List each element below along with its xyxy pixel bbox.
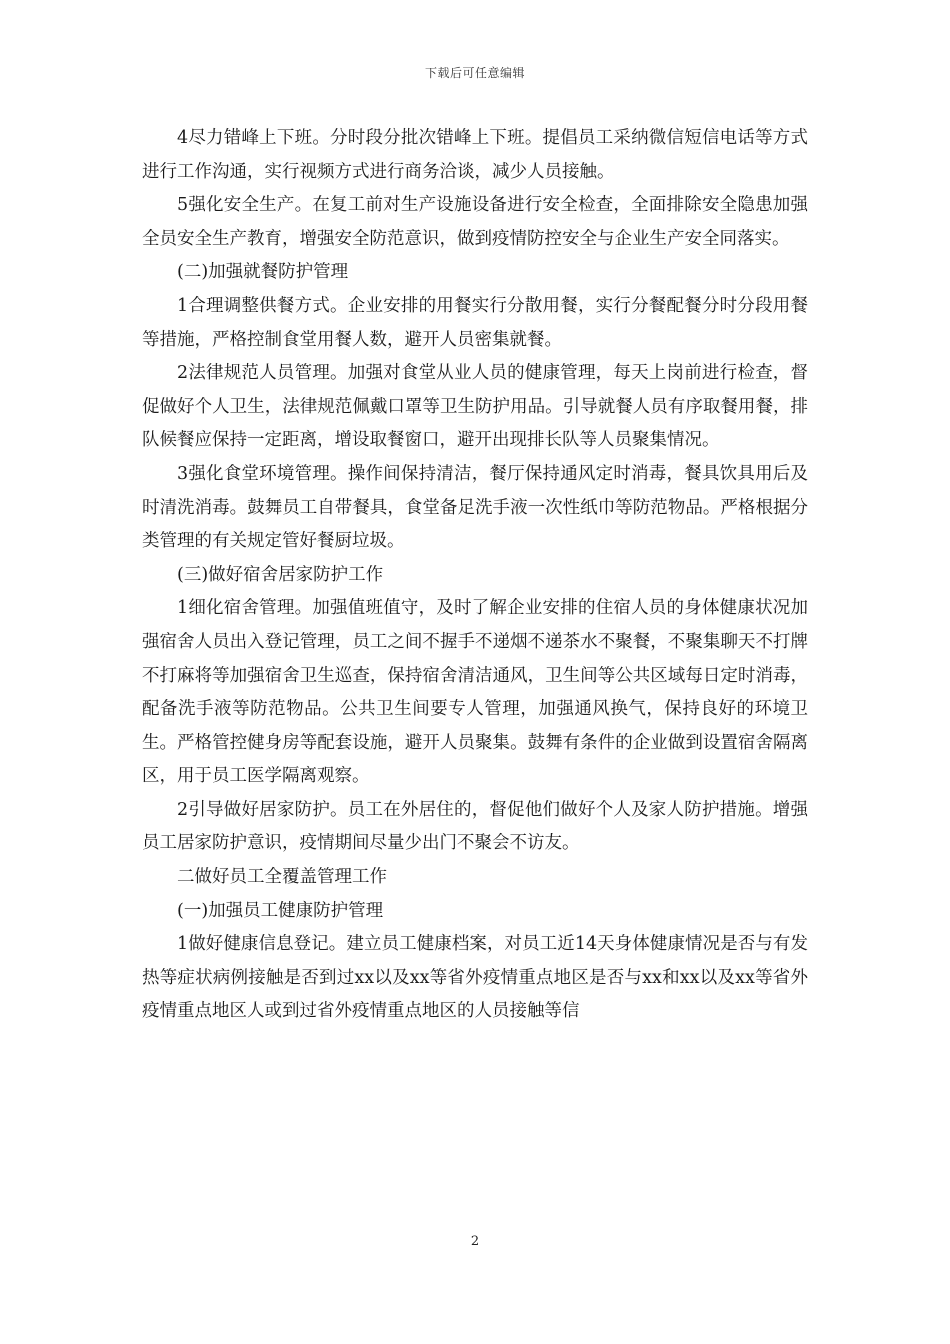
page-number: 2 [470, 1234, 480, 1249]
paragraph: 1做好健康信息登记。建立员工健康档案，对员工近14天身体健康情况是否与有发热等症状病例接触是否到过xx以及xx等省外疫情重点地区是否与xx和xx以及xx等省外疫情重点地区人或到过省外疫情重点地区的人员接触等信 [142, 934, 808, 1022]
paragraph: 1细化宿舍管理。加强值班值守，及时了解企业安排的住宿人员的身体健康状况加强宿舍人员出入登记管理，员工之间不握手不递烟不递茶水不聚餐，不聚集聊天不打牌不打麻将等加强宿舍卫生巡查，保持宿舍清洁通风，卫生间等公共区域每日定时消毒，配备洗手液等防范物品。公共卫生间要专人管理，加强通风换气，保持良好的环境卫生。严格管控健身房等配套设施，避开人员聚集。鼓舞有条件的企业做到设置宿舍隔离区，用于员工医学隔离观察。 [142, 598, 808, 787]
paragraph: 5强化安全生产。在复工前对生产设施设备进行安全检查，全面排除安全隐患加强全员安全生产教育，增强安全防范意识，做到疫情防控安全与企业生产安全同落实。 [142, 195, 808, 249]
section-heading: (一)加强员工健康防护管理 [177, 900, 384, 921]
paragraph: 1合理调整供餐方式。企业安排的用餐实行分散用餐，实行分餐配餐分时分段用餐等措施，严格控制食堂用餐人数，避开人员密集就餐。 [142, 295, 808, 350]
paragraph: 2法律规范人员管理。加强对食堂从业人员的健康管理，每天上岗前进行检查，督促做好个人卫生，法律规范佩戴口罩等卫生防护用品。引导就餐人员有序取餐用餐，排队候餐应保持一定距离，增设取餐窗口，避开出现排长队等人员聚集情况。 [142, 363, 808, 451]
page-header: 下载后可任意编辑 [424, 66, 525, 80]
paragraph: 4尽力错峰上下班。分时段分批次错峰上下班。提倡员工采纳微信短信电话等方式进行工作沟通，实行视频方式进行商务洽谈，减少人员接触。 [142, 128, 808, 182]
paragraph: 2引导做好居家防护。员工在外居住的，督促他们做好个人及家人防护措施。增强员工居家防护意识，疫情期间尽量少出门不聚会不访友。 [142, 799, 808, 854]
section-heading: (三)做好宿舍居家防护工作 [177, 564, 384, 585]
section-heading: 二做好员工全覆盖管理工作 [177, 867, 387, 888]
document-body [142, 122, 808, 1029]
paragraph: 3强化食堂环境管理。操作间保持清洁，餐厅保持通风定时消毒，餐具饮具用后及时清洗消毒。鼓舞员工自带餐具，食堂备足洗手液一次性纸巾等防范物品。严格根据分类管理的有关规定管好餐厨垃圾。 [142, 463, 808, 552]
section-heading: (二)加强就餐防护管理 [177, 262, 349, 283]
